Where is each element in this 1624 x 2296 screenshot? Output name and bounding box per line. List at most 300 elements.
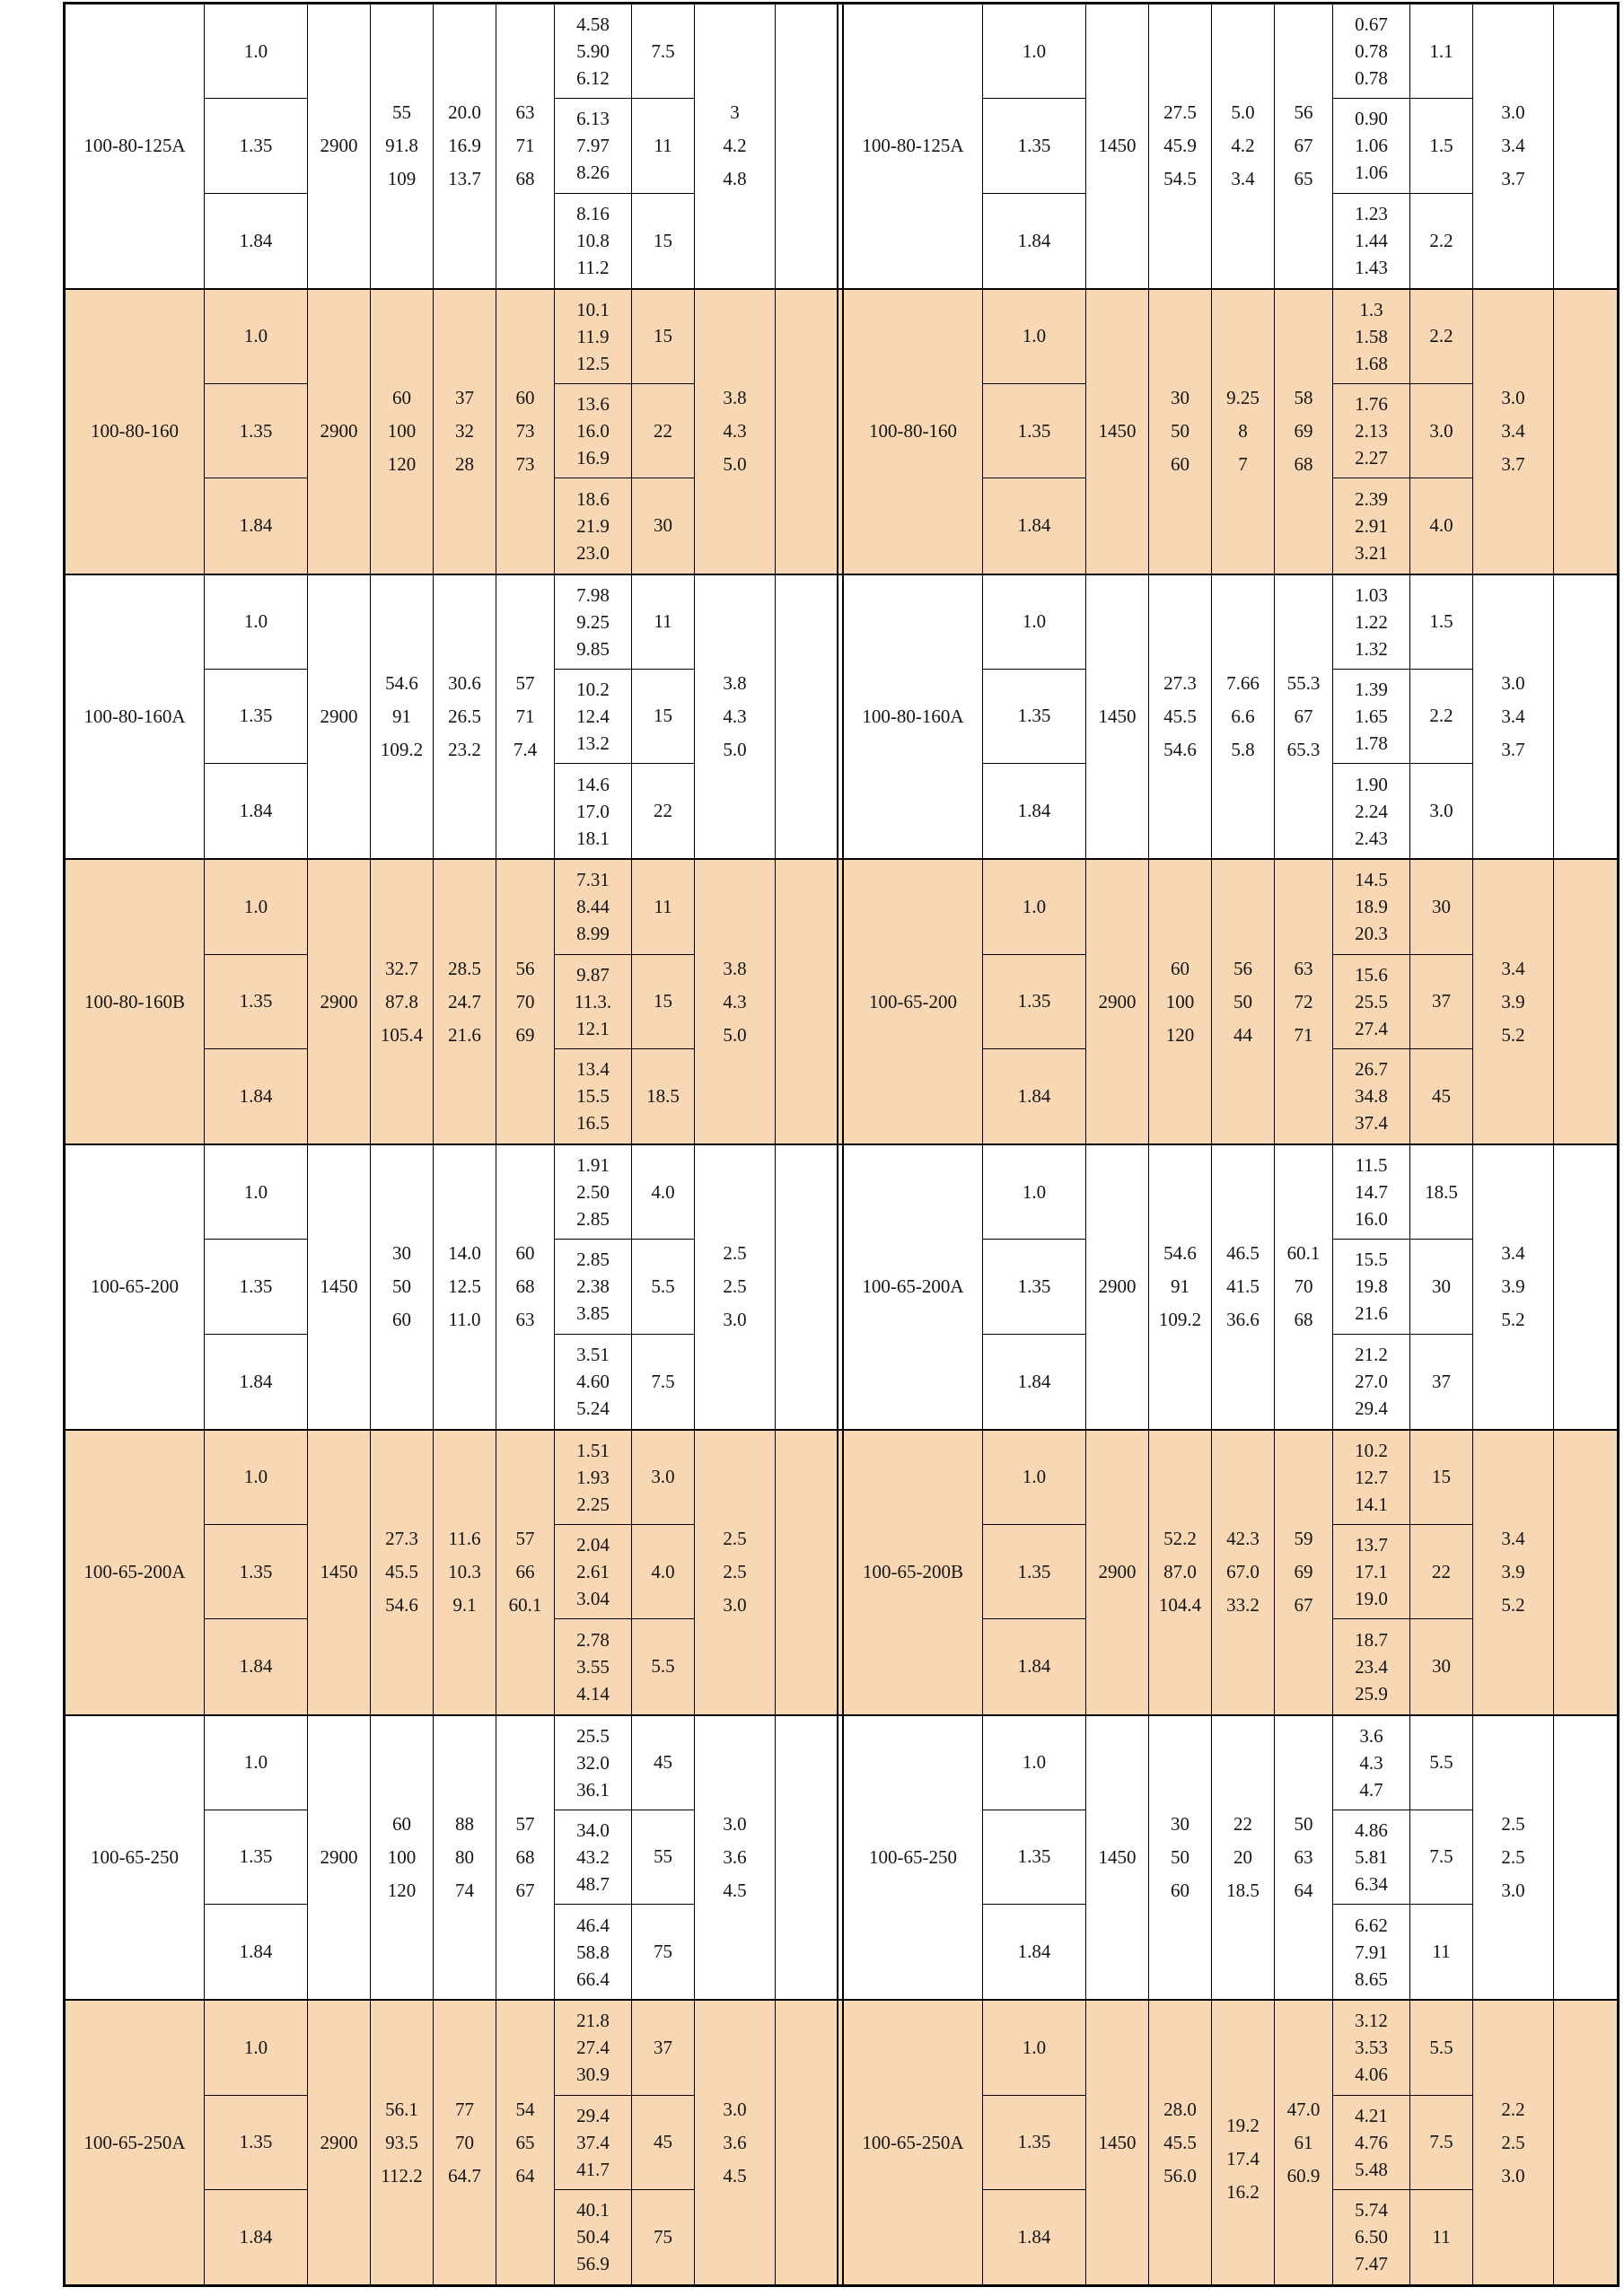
value-text: 10.2 (1355, 1439, 1388, 1461)
value-text: 5.81 (1355, 1845, 1388, 1868)
value-text: 5.2 (1501, 1023, 1525, 1046)
half-divider (838, 860, 844, 1144)
value-text: 45.5 (1163, 705, 1197, 727)
power-cell (555, 290, 632, 384)
ratio-cell (983, 99, 1086, 193)
motor-cell (632, 1619, 695, 1713)
value-text: 12.5 (448, 1275, 481, 1298)
value-text: 60.9 (1286, 2164, 1321, 2186)
value-text: 1.35 (239, 2131, 273, 2153)
value-text: 69 (1294, 1561, 1313, 1583)
value-text: 58.8 (576, 1941, 610, 1963)
value-text: 25.5 (576, 1724, 610, 1747)
value-text: 1.91 (576, 1154, 610, 1177)
motor-cell (1410, 1049, 1473, 1144)
value-text: 14.1 (1355, 1493, 1388, 1515)
value-text: 4.58 (576, 13, 610, 36)
efficiency-cell (1275, 575, 1333, 859)
ratio-cell (983, 1049, 1086, 1144)
half-divider (838, 4, 844, 288)
spacer-cell (776, 860, 838, 1144)
value-text: 4.14 (576, 1682, 610, 1704)
ratio-cell (983, 194, 1086, 288)
value-text: 1.0 (1022, 1466, 1047, 1488)
value-text: 27.4 (1355, 1017, 1388, 1039)
value-text: 30 (1432, 1275, 1451, 1297)
model-cell (844, 4, 983, 288)
ratio-cell (983, 1810, 1086, 1905)
value-text: 36.1 (576, 1778, 610, 1801)
ratio-cell (205, 4, 308, 99)
value-text: 12.1 (576, 1017, 610, 1039)
power-cell (555, 764, 632, 858)
speed-cell (1086, 1716, 1149, 2000)
pump-spec-table (63, 2, 1620, 2287)
efficiency-cell (496, 1716, 555, 2000)
head-cell (1212, 1716, 1275, 2000)
value-text: 66 (515, 1561, 535, 1583)
value-text: 63 (1294, 1845, 1313, 1868)
ratio-cell (205, 2190, 308, 2284)
value-text: 75 (654, 1941, 672, 1963)
flow-cell (1149, 1145, 1212, 1429)
motor-cell (1410, 1525, 1473, 1619)
value-text: 7.5 (651, 39, 675, 62)
ratio-cell (205, 1905, 308, 1999)
value-text: 7.5 (1429, 1845, 1453, 1868)
value-text: 54.6 (1163, 1242, 1197, 1265)
value-text: 6.13 (576, 108, 610, 130)
value-text: 20.3 (1355, 923, 1388, 945)
value-text: 1.44 (1355, 230, 1388, 252)
speed-cell (308, 1431, 371, 1714)
value-text: 14.6 (576, 773, 610, 795)
value-text: 11 (1432, 2225, 1451, 2248)
value-text: 1.0 (1022, 1180, 1047, 1203)
speed-cell (1086, 575, 1149, 859)
value-text: 67 (1294, 705, 1313, 727)
motor-cell (1410, 1716, 1473, 1810)
value-text: 60.1 (1286, 1242, 1321, 1265)
value-text: 57 (515, 671, 535, 694)
value-text: 1.35 (1017, 2131, 1051, 2153)
value-text: 5.5 (651, 1275, 675, 1297)
value-text: 60 (392, 1812, 411, 1835)
flow-cell (371, 1431, 434, 1714)
motor-cell (1410, 764, 1473, 858)
head-cell (434, 1716, 496, 2000)
power-cell (555, 1525, 632, 1619)
value-text: 1.84 (1017, 1084, 1051, 1107)
head-cell (434, 1431, 496, 1714)
value-text: 100-65-200A (862, 1275, 964, 1298)
value-text: 120 (387, 453, 417, 476)
ratio-cell (983, 2096, 1086, 2190)
efficiency-cell (496, 860, 555, 1144)
value-text: 41.7 (576, 2158, 610, 2180)
value-text: 5.74 (1355, 2199, 1388, 2222)
value-text: 50 (1233, 990, 1252, 1012)
motor-cell (632, 1525, 695, 1619)
value-text: 2.61 (576, 1561, 610, 1583)
ratio-cell (205, 1240, 308, 1334)
value-text: 71 (1294, 1023, 1313, 1046)
value-text: 3.4 (1501, 420, 1525, 443)
value-text: 64 (515, 2164, 535, 2186)
value-text: 59 (1294, 1528, 1313, 1550)
value-text: 3.6 (1359, 1724, 1383, 1747)
spacer-cell (1554, 1716, 1617, 2000)
power-cell (555, 1716, 632, 1810)
value-text: 1.0 (1022, 610, 1047, 633)
value-text: 3.9 (1501, 1275, 1525, 1298)
value-text: 3.0 (723, 1812, 747, 1835)
motor-cell (1410, 575, 1473, 670)
value-text: 3.0 (723, 1594, 747, 1617)
value-text: 25.5 (1355, 990, 1388, 1012)
value-text: 42.3 (1226, 1528, 1260, 1550)
value-text: 55.3 (1286, 671, 1321, 694)
motor-cell (632, 764, 695, 858)
value-text: 26.7 (1355, 1058, 1388, 1081)
motor-cell (1410, 2096, 1473, 2190)
value-text: 5.2 (1501, 1594, 1525, 1617)
value-text: 8.65 (1355, 1967, 1388, 1990)
value-text: 54.6 (1163, 738, 1197, 760)
value-text: 2900 (1098, 1275, 1137, 1298)
value-text: 8 (1238, 420, 1248, 443)
model-cell (66, 1431, 205, 1714)
value-text: 1.65 (1355, 705, 1388, 727)
value-text: 1.35 (239, 705, 273, 727)
value-text: 34.8 (1355, 1085, 1388, 1108)
value-text: 1450 (320, 1275, 358, 1298)
flow-cell (1149, 290, 1212, 574)
value-text: 1.51 (576, 1439, 610, 1461)
value-text: 50 (1294, 1812, 1313, 1835)
half-divider (838, 575, 844, 859)
value-text: 1.84 (1017, 514, 1051, 537)
value-text: 1.84 (239, 2225, 273, 2248)
value-text: 73 (515, 420, 535, 443)
value-text: 2900 (320, 705, 358, 727)
value-text: 50 (1171, 1845, 1189, 1868)
value-text: 11.9 (576, 325, 610, 347)
power-cell (1333, 2096, 1410, 2190)
value-text: 61 (1294, 2131, 1313, 2153)
spacer-cell (776, 1431, 838, 1714)
value-text: 54.6 (385, 1594, 418, 1617)
value-text: 1.03 (1355, 583, 1388, 606)
spacer-cell (1554, 860, 1617, 1144)
value-text: 100-65-200B (863, 1561, 963, 1583)
value-text: 1.0 (1022, 2036, 1047, 2058)
value-text: 5.48 (1355, 2158, 1388, 2180)
power-cell (555, 1810, 632, 1905)
power-cell (1333, 478, 1410, 573)
value-text: 2.2 (1429, 325, 1453, 347)
value-text: 11 (654, 895, 672, 917)
value-text: 3.4 (1231, 168, 1255, 190)
value-text: 60 (392, 387, 411, 409)
value-text: 2900 (1098, 1561, 1137, 1583)
value-text: 1.35 (239, 1275, 273, 1297)
value-text: 1.84 (1017, 800, 1051, 822)
value-text: 100-65-250A (83, 2131, 186, 2153)
ratio-cell (983, 1619, 1086, 1713)
motor-cell (1410, 1145, 1473, 1240)
efficiency-cell (1275, 1145, 1333, 1429)
value-text: 56 (515, 957, 535, 979)
npsh-cell (1473, 1431, 1554, 1714)
value-text: 1.39 (1355, 678, 1388, 700)
power-cell (1333, 1049, 1410, 1144)
value-text: 13.7 (1355, 1534, 1388, 1556)
value-text: 2.5 (1501, 2131, 1525, 2153)
row-group (66, 290, 1617, 575)
value-text: 100-65-200A (83, 1561, 186, 1583)
value-text: 37 (1432, 990, 1451, 1012)
model-cell (66, 2001, 205, 2284)
power-cell (555, 194, 632, 288)
npsh-cell (695, 1716, 776, 2000)
motor-cell (632, 1145, 695, 1240)
value-text: 18.7 (1355, 1628, 1388, 1651)
speed-cell (1086, 290, 1149, 574)
value-text: 18.5 (1226, 1879, 1260, 1901)
value-text: 13.2 (576, 732, 610, 754)
value-text: 54.5 (1163, 168, 1197, 190)
half-divider (838, 2001, 844, 2284)
value-text: 21.2 (1355, 1344, 1388, 1366)
value-text: 1.35 (1017, 419, 1051, 442)
value-text: 1.58 (1355, 325, 1388, 347)
spacer-cell (776, 290, 838, 574)
ratio-cell (983, 1145, 1086, 1240)
value-text: 2.91 (1355, 514, 1388, 537)
value-text: 56 (1233, 957, 1252, 979)
value-text: 21.9 (576, 514, 610, 537)
spacer-cell (776, 2001, 838, 2284)
value-text: 1.0 (243, 610, 268, 633)
value-text: 17.1 (1355, 1561, 1388, 1583)
flow-cell (371, 4, 434, 288)
value-text: 6.34 (1355, 1872, 1388, 1895)
value-text: 11.5 (1355, 1154, 1388, 1177)
power-cell (1333, 2001, 1410, 2095)
value-text: 22 (654, 800, 672, 822)
ratio-cell (983, 955, 1086, 1049)
flow-cell (1149, 2001, 1212, 2284)
value-text: 75 (654, 2225, 672, 2248)
ratio-cell (205, 384, 308, 478)
value-text: 25.9 (1355, 1682, 1388, 1704)
value-text: 3.4 (1501, 1242, 1525, 1265)
value-text: 70 (515, 990, 535, 1012)
model-cell (66, 575, 205, 859)
value-text: 7.91 (1355, 1941, 1388, 1963)
value-text: 91 (392, 705, 411, 727)
value-text: 7.97 (576, 135, 610, 157)
value-text: 1.84 (239, 514, 273, 537)
head-cell (1212, 860, 1275, 1144)
value-text: 60 (392, 1309, 411, 1331)
value-text: 100-65-250A (862, 2131, 964, 2153)
power-cell (1333, 575, 1410, 670)
value-text: 1.35 (239, 419, 273, 442)
efficiency-cell (1275, 1716, 1333, 2000)
value-text: 1.90 (1355, 773, 1388, 795)
power-cell (1333, 99, 1410, 193)
power-cell (555, 1240, 632, 1334)
model-cell (844, 1431, 983, 1714)
spacer-cell (776, 1716, 838, 2000)
value-text: 32 (455, 420, 474, 443)
value-text: 0.67 (1355, 13, 1388, 36)
value-text: 0.90 (1355, 108, 1388, 130)
motor-cell (632, 1716, 695, 1810)
value-text: 30.9 (576, 2064, 610, 2086)
value-text: 1.84 (239, 800, 273, 822)
row-group (66, 575, 1617, 861)
value-text: 2900 (320, 1845, 358, 1868)
value-text: 4.3 (723, 705, 747, 727)
value-text: 1.43 (1355, 257, 1388, 279)
power-cell (555, 384, 632, 478)
spacer-cell (776, 575, 838, 859)
row-group (66, 860, 1617, 1145)
value-text: 3.7 (1501, 168, 1525, 190)
power-cell (1333, 1145, 1410, 1240)
motor-cell (632, 1240, 695, 1334)
power-cell (1333, 2190, 1410, 2284)
value-text: 11.2 (576, 257, 610, 279)
efficiency-cell (496, 4, 555, 288)
value-text: 14.0 (448, 1242, 481, 1265)
ratio-cell (205, 194, 308, 288)
ratio-cell (205, 764, 308, 858)
value-text: 18.5 (646, 1084, 680, 1107)
value-text: 60 (1171, 453, 1189, 476)
value-text: 1.0 (243, 2036, 268, 2058)
value-text: 63 (515, 1309, 535, 1331)
ratio-cell (983, 478, 1086, 573)
value-text: 87.0 (1163, 1561, 1197, 1583)
value-text: 3.0 (1429, 800, 1453, 822)
value-text: 9.25 (576, 610, 610, 633)
model-cell (66, 860, 205, 1144)
value-text: 1.0 (243, 1180, 268, 1203)
speed-cell (308, 2001, 371, 2284)
value-text: 2900 (1098, 990, 1137, 1012)
value-text: 3.0 (723, 1309, 747, 1331)
power-cell (555, 1905, 632, 1999)
value-text: 2900 (320, 135, 358, 157)
value-text: 60 (515, 1242, 535, 1265)
value-text: 13.6 (576, 393, 610, 416)
value-text: 1.23 (1355, 203, 1388, 225)
value-text: 73 (515, 453, 535, 476)
value-text: 28 (455, 453, 474, 476)
efficiency-cell (1275, 4, 1333, 288)
value-text: 65 (1294, 168, 1313, 190)
ratio-cell (983, 575, 1086, 670)
value-text: 1.84 (239, 1941, 273, 1963)
motor-cell (632, 2190, 695, 2284)
value-text: 18.6 (576, 487, 610, 510)
value-text: 19.8 (1355, 1275, 1388, 1298)
value-text: 6.50 (1355, 2226, 1388, 2248)
ratio-cell (205, 1431, 308, 1525)
value-text: 16.5 (576, 1112, 610, 1135)
value-text: 55 (654, 1845, 672, 1868)
value-text: 6.12 (576, 67, 610, 90)
motor-cell (1410, 1905, 1473, 1999)
value-text: 2.78 (576, 1628, 610, 1651)
power-cell (1333, 860, 1410, 954)
value-text: 3.7 (1501, 453, 1525, 476)
value-text: 30 (1171, 387, 1189, 409)
value-text: 3.0 (651, 1466, 675, 1488)
value-text: 74 (455, 1879, 474, 1901)
efficiency-cell (1275, 290, 1333, 574)
value-text: 7.5 (1429, 2131, 1453, 2153)
value-text: 5.0 (723, 1023, 747, 1046)
npsh-cell (695, 575, 776, 859)
flow-cell (371, 575, 434, 859)
value-text: 7.98 (576, 583, 610, 606)
motor-cell (1410, 1619, 1473, 1713)
value-text: 3 (730, 101, 740, 124)
ratio-cell (983, 1716, 1086, 1810)
flow-cell (1149, 860, 1212, 1144)
value-text: 7.66 (1226, 671, 1260, 694)
value-text: 2.5 (723, 1242, 747, 1265)
flow-cell (1149, 575, 1212, 859)
value-text: 24.7 (448, 990, 481, 1012)
npsh-cell (1473, 860, 1554, 1144)
model-cell (66, 290, 205, 574)
value-text: 67 (515, 1879, 535, 1901)
value-text: 2.2 (1429, 705, 1453, 727)
motor-cell (1410, 290, 1473, 384)
value-text: 1.0 (1022, 325, 1047, 347)
value-text: 18.5 (1425, 1180, 1458, 1203)
value-text: 1.84 (1017, 229, 1051, 251)
motor-cell (1410, 1431, 1473, 1525)
value-text: 50 (392, 1275, 411, 1298)
value-text: 64.7 (448, 2164, 481, 2186)
value-text: 57 (515, 1528, 535, 1550)
value-text: 100-65-250 (91, 1845, 179, 1868)
value-text: 1.76 (1355, 393, 1388, 416)
model-cell (844, 1145, 983, 1429)
ratio-cell (205, 1525, 308, 1619)
value-text: 93.5 (385, 2131, 418, 2153)
head-cell (1212, 1431, 1275, 1714)
value-text: 2.25 (576, 1493, 610, 1515)
motor-cell (632, 1810, 695, 1905)
value-text: 5.0 (1231, 101, 1255, 124)
head-cell (434, 575, 496, 859)
value-text: 100-80-160 (869, 420, 957, 443)
value-text: 22 (654, 419, 672, 442)
value-text: 10.1 (576, 298, 610, 320)
value-text: 109 (387, 168, 417, 190)
value-text: 4.86 (1355, 1818, 1388, 1841)
value-text: 5.24 (576, 1398, 610, 1420)
npsh-cell (1473, 290, 1554, 574)
